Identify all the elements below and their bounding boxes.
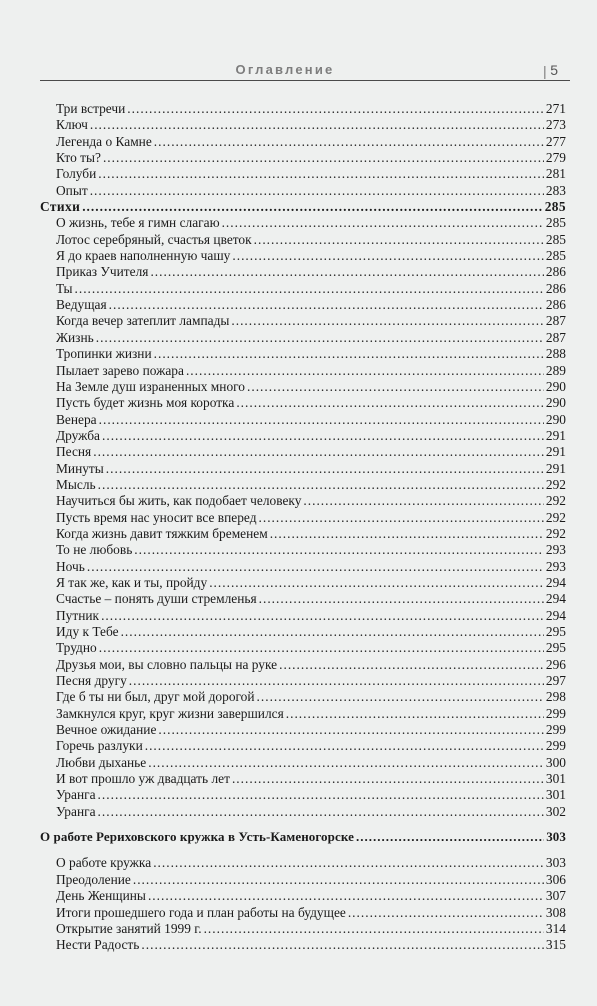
toc-entry — [40, 346, 566, 362]
toc-entry — [40, 428, 566, 444]
toc-entry — [40, 444, 566, 460]
toc-entry-title: Где б ты ни был, друг мой дорогой — [56, 689, 255, 705]
toc-entry — [40, 461, 566, 477]
toc-entry-title: Песня другу — [56, 673, 127, 689]
toc-entry-title: Ключ — [56, 117, 88, 133]
toc-entry — [40, 215, 566, 231]
dot-leader — [286, 706, 544, 722]
toc-entry-page: 281 — [545, 166, 566, 182]
toc-entry — [40, 787, 566, 803]
toc-entry-page: 287 — [545, 313, 566, 329]
page-number: 5 — [550, 62, 558, 78]
dot-leader — [259, 591, 544, 607]
toc-entry-page: 291 — [545, 444, 566, 460]
toc-entry — [40, 150, 566, 166]
toc-entry-page: 295 — [545, 640, 566, 656]
toc-entry-page: 308 — [545, 904, 566, 920]
toc-entry — [40, 379, 566, 395]
toc-entry — [40, 673, 566, 689]
dot-leader — [150, 264, 543, 280]
dot-leader — [96, 330, 544, 346]
dot-leader — [259, 510, 544, 526]
toc-entry-page: 299 — [545, 722, 566, 738]
toc-entry-title: Ты — [56, 280, 73, 296]
dot-leader — [87, 559, 544, 575]
toc-entry — [40, 134, 566, 150]
toc-entry — [40, 771, 566, 787]
dot-leader — [158, 722, 544, 738]
toc-entry-title: Кто ты? — [56, 150, 101, 166]
toc-entry-title: Горечь разлуки — [56, 738, 143, 754]
toc-entry — [40, 689, 566, 705]
toc-entry-page: 294 — [545, 607, 566, 623]
toc-entry — [40, 526, 566, 542]
dot-leader — [133, 872, 544, 888]
toc-entry-title: Научиться бы жить, как подобает человеку — [56, 493, 302, 509]
dot-leader — [148, 888, 544, 904]
dot-leader — [93, 444, 544, 460]
toc-entry-page: 294 — [545, 574, 566, 590]
toc-entry-page: 285 — [545, 231, 566, 247]
toc-entry-page: 285 — [545, 215, 566, 231]
toc-entry-page: 302 — [545, 803, 566, 819]
dot-leader — [134, 542, 544, 558]
toc-entry — [40, 232, 566, 248]
toc-entry-page: 285 — [545, 248, 566, 264]
toc-entry-title: Три встречи — [56, 101, 126, 116]
toc-entry — [40, 706, 566, 722]
toc-entry-title: Открытие занятий 1999 г. — [56, 920, 202, 936]
dot-leader — [102, 428, 544, 444]
toc-entry-page: 294 — [545, 591, 566, 607]
toc-entry-title: Вечное ожидание — [56, 722, 157, 738]
toc-entry — [40, 166, 566, 182]
toc-entry — [40, 804, 566, 820]
toc-entry — [40, 330, 566, 346]
dot-leader — [98, 787, 544, 803]
toc-entry-title: Пусть будет жизнь моя коротка — [56, 395, 235, 411]
toc-entry — [40, 248, 566, 264]
toc-entry-title: Когда жизнь давит тяжким бременем — [56, 525, 268, 541]
dot-leader — [232, 248, 544, 264]
toc-entry-page: 292 — [545, 509, 566, 525]
toc-entry — [40, 297, 566, 313]
toc-entry-page: 301 — [545, 787, 566, 803]
toc-entry — [40, 412, 566, 428]
toc-section-entry — [40, 199, 566, 215]
toc-entry-title: Уранга — [56, 803, 96, 819]
toc-entry — [40, 657, 566, 673]
dot-leader — [231, 313, 544, 329]
dot-leader — [101, 608, 544, 624]
toc-entry — [40, 183, 566, 199]
toc-entry-page: 286 — [545, 297, 566, 313]
toc-entry-page: 279 — [545, 150, 566, 166]
toc-entry — [40, 888, 566, 904]
dot-leader — [106, 461, 544, 477]
dot-leader — [145, 738, 544, 754]
toc-entry-page: 286 — [545, 264, 566, 280]
page-header-title: Оглавление — [235, 62, 335, 77]
dot-leader — [98, 477, 544, 493]
dot-leader — [148, 755, 544, 771]
toc-entry-title: Преодоление — [56, 871, 131, 887]
toc-entry-title: Ночь — [56, 558, 85, 574]
toc-entry-page: 287 — [545, 329, 566, 345]
toc-entry-page: 288 — [545, 346, 566, 362]
toc-entry-title: О работе кружка — [56, 855, 152, 871]
dot-leader — [154, 346, 544, 362]
toc-entry-page: 290 — [545, 395, 566, 411]
toc-entry-page: 306 — [545, 871, 566, 887]
toc-entry — [40, 313, 566, 329]
toc-entry-title: Пусть время нас уносит все вперед — [56, 509, 257, 525]
dot-leader — [129, 673, 544, 689]
toc-entry-page: 295 — [545, 624, 566, 639]
toc-entry-title: Мысль — [56, 476, 96, 492]
toc-entry-title: Дружба — [56, 427, 101, 443]
toc-entry-title: Путник — [56, 607, 100, 623]
toc-chapter-entry — [40, 829, 566, 845]
toc-entry-page: 292 — [545, 493, 566, 509]
toc-entry-title: Минуты — [56, 460, 104, 476]
toc-entry — [40, 722, 566, 738]
toc-entry-title: Стихи — [40, 199, 81, 215]
toc-entry-page: 293 — [545, 542, 566, 558]
toc-entry-page: 292 — [545, 476, 566, 492]
toc-entry-title: Я до краев наполненную чашу — [56, 248, 231, 264]
toc-entry-title: Итоги прошедшего года и план работы на будущее — [56, 904, 346, 920]
toc-entry-page: 286 — [545, 280, 566, 296]
toc-entry-page: 271 — [545, 101, 566, 116]
toc-entry-title: Венера — [56, 411, 97, 427]
toc-entry-title: Приказ Учителя — [56, 264, 149, 280]
toc-entry-title: Легенда о Камне — [56, 133, 152, 149]
toc-entry-page: 291 — [545, 460, 566, 476]
toc-entry-title: И вот прошло уж двадцать лет — [56, 771, 230, 787]
toc-entry-title: Счастье – понять души стремленья — [56, 591, 257, 607]
toc-entry-page: 293 — [545, 558, 566, 574]
toc-entry-title: Голуби — [56, 166, 97, 182]
dot-leader — [204, 921, 544, 937]
dot-leader — [127, 101, 544, 117]
dot-leader — [99, 640, 544, 656]
dot-leader — [270, 526, 544, 542]
table-of-contents — [40, 101, 566, 954]
dot-leader — [121, 624, 544, 640]
toc-entry-title: Когда вечер затеплит лампады — [56, 313, 230, 329]
dot-leader — [98, 166, 544, 182]
toc-entry — [40, 264, 566, 280]
toc-entry-title: Трудно — [56, 640, 97, 656]
dot-leader — [279, 657, 544, 673]
toc-entry — [40, 608, 566, 624]
toc-entry-title: Замкнулся круг, круг жизни завершился — [56, 705, 284, 721]
toc-entry-title: Любви дыханье — [56, 754, 147, 770]
toc-entry-title: Нести Радость — [56, 937, 140, 953]
dot-leader — [90, 183, 544, 199]
toc-entry-page: 273 — [545, 117, 566, 133]
dot-leader — [82, 199, 543, 215]
dot-leader — [209, 575, 544, 591]
toc-entry — [40, 738, 566, 754]
toc-entry — [40, 640, 566, 656]
dot-leader — [186, 363, 544, 379]
dot-leader — [98, 804, 544, 820]
toc-entry-title: Жизнь — [56, 329, 94, 345]
toc-entry-page: 315 — [545, 937, 566, 953]
toc-entry-page: 285 — [544, 199, 566, 215]
page-header-separator: | — [543, 63, 547, 79]
dot-leader — [303, 493, 544, 509]
toc-entry-page: 303 — [546, 829, 566, 845]
toc-entry — [40, 755, 566, 771]
toc-entry-title: На Земле душ израненных много — [56, 378, 245, 394]
toc-entry — [40, 575, 566, 591]
toc-entry — [40, 363, 566, 379]
toc-entry-page: 300 — [545, 754, 566, 770]
toc-entry-page: 307 — [545, 888, 566, 904]
toc-entry-page: 291 — [545, 427, 566, 443]
toc-entry-title: Иду к Тебе — [56, 624, 119, 639]
toc-entry-title: Друзья мои, вы словно пальцы на руке — [56, 656, 278, 672]
toc-entry — [40, 591, 566, 607]
toc-entry — [40, 542, 566, 558]
dot-leader — [75, 281, 544, 297]
dot-leader — [356, 829, 544, 845]
dot-leader — [153, 855, 544, 871]
dot-leader — [154, 134, 544, 150]
toc-entry-title: День Женщины — [56, 888, 146, 904]
toc-entry-page: 283 — [545, 182, 566, 198]
dot-leader — [348, 905, 544, 921]
toc-entry-page: 296 — [545, 656, 566, 672]
toc-entry-page: 299 — [545, 705, 566, 721]
toc-entry-title: То не любовь — [56, 542, 133, 558]
toc-entry-page: 292 — [545, 525, 566, 541]
dot-leader — [99, 412, 544, 428]
toc-entry-page: 289 — [545, 362, 566, 378]
toc-entry — [40, 937, 566, 953]
running-head — [40, 62, 560, 80]
dot-leader — [141, 937, 544, 953]
toc-entry — [40, 395, 566, 411]
toc-entry-title: О работе Рериховского кружка в Усть-Каменогорске — [40, 829, 354, 845]
toc-entry — [40, 477, 566, 493]
dot-leader — [247, 379, 544, 395]
toc-entry-title: О жизнь, тебе я гимн слагаю — [56, 215, 220, 231]
toc-entry-page: 314 — [545, 920, 566, 936]
toc-entry — [40, 281, 566, 297]
toc-entry-title: Уранга — [56, 787, 96, 803]
toc-entry — [40, 559, 566, 575]
toc-entry-page: 290 — [545, 411, 566, 427]
toc-entry-title: Пылает зарево пожара — [56, 362, 184, 378]
toc-entry-title: Ведущая — [56, 297, 107, 313]
toc-entry-page: 277 — [545, 133, 566, 149]
toc-entry-title: Опыт — [56, 182, 88, 198]
toc-entry-page: 301 — [545, 771, 566, 787]
toc-entry-page: 298 — [545, 689, 566, 705]
dot-leader — [257, 689, 544, 705]
toc-entry — [40, 493, 566, 509]
toc-entry-title: Я так же, как и ты, пройду — [56, 574, 208, 590]
toc-entry-title: Тропинки жизни — [56, 346, 152, 362]
dot-leader — [232, 771, 544, 787]
dot-leader — [222, 215, 544, 231]
toc-entry-page: 297 — [545, 673, 566, 689]
toc-entry-title: Песня — [56, 444, 92, 460]
toc-entry-page: 290 — [545, 378, 566, 394]
dot-leader — [90, 117, 544, 133]
toc-entry-title: Лотос серебряный, счастья цветок — [56, 231, 252, 247]
toc-entry — [40, 872, 566, 888]
toc-entry-page: 299 — [545, 738, 566, 754]
dot-leader — [103, 150, 544, 166]
dot-leader — [236, 395, 544, 411]
toc-entry-page: 303 — [545, 855, 566, 871]
toc-entry — [40, 855, 566, 871]
toc-entry — [40, 905, 566, 921]
dot-leader — [109, 297, 544, 313]
toc-entry — [40, 921, 566, 937]
dot-leader — [254, 232, 544, 248]
toc-entry — [40, 117, 566, 133]
toc-entry — [40, 510, 566, 526]
toc-entry — [40, 101, 566, 117]
toc-entry — [40, 624, 566, 640]
header-rule — [40, 80, 570, 81]
